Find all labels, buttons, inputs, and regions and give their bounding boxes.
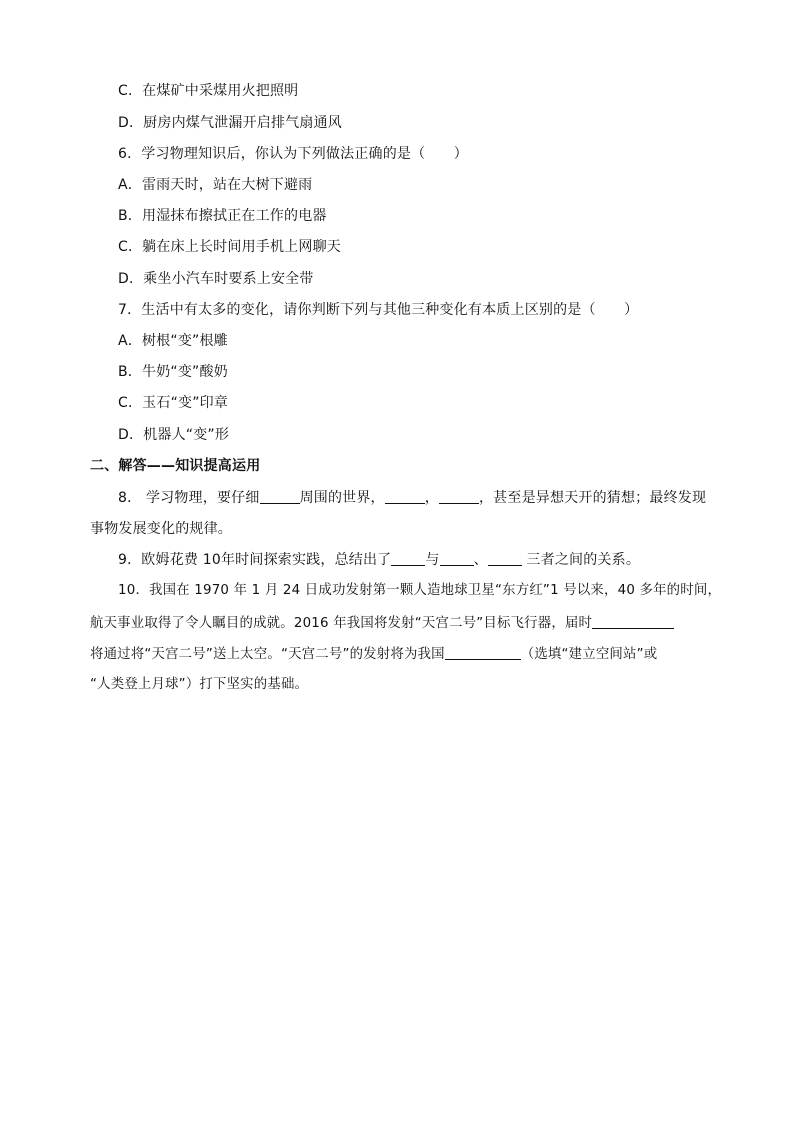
q10-blank-2[interactable] <box>445 645 521 660</box>
q6-stem: 6．学习物理知识后，你认为下列做法正确的是（ ） <box>118 146 468 162</box>
q9-blank-3[interactable] <box>488 551 522 566</box>
q7-option-a: A．树根“变”根雕 <box>118 333 228 349</box>
section-2-title: 二、解答——知识提高运用 <box>90 458 261 474</box>
q7-option-d: D．机器人“变”形 <box>118 427 230 443</box>
q8-text-2: 周围的世界， <box>299 490 385 506</box>
q10-line-2 <box>90 614 674 633</box>
q10-text-3a: 将通过将“天宫二号”送上太空。“天宫二号”的发射将为我国 <box>90 647 445 662</box>
q8-blank-1[interactable] <box>260 489 300 504</box>
q10-text-3b: （选填“建立空间站”或 <box>520 647 658 662</box>
q6-option-a: A．雷雨天时，站在大树下避雨 <box>118 177 313 193</box>
q6-option-c: C．躺在床上长时间用手机上网聊天 <box>118 239 341 255</box>
q8-text-1: 8． 学习物理，要仔细 <box>118 490 260 506</box>
q8-text-4: ，甚至是异想天开的猜想；最终发现 <box>478 490 707 506</box>
q10-blank-1[interactable] <box>592 614 674 629</box>
q10-line-1: 10．我国在 1970 年 1 月 24 日成功发射第一颗人造地球卫星“东方红”1 号以来，40 多年的时间， <box>118 583 722 598</box>
q8-text-3: ， <box>424 490 439 506</box>
q10-text-2a: 航天事业取得了令人瞩目的成就。2016 年我国将发射“天宫二号”目标飞行器，届时 <box>90 616 593 631</box>
q5-option-d: D．厨房内煤气泄漏开启排气扇通风 <box>118 115 342 131</box>
q8-blank-2[interactable] <box>385 489 425 504</box>
q10-line-3 <box>90 645 657 664</box>
q9-text-1: 9．欧姆花费 10年时间探索实践，总结出了 <box>118 552 392 568</box>
q9-blank-2[interactable] <box>440 551 474 566</box>
q8-blank-3[interactable] <box>439 489 479 504</box>
q7-stem: 7．生活中有太多的变化，请你判断下列与其他三种变化有本质上区别的是（ ） <box>118 302 639 318</box>
q10-line-4: “人类登上月球”）打下坚实的基础。 <box>90 677 309 692</box>
q7-option-c: C．玉石“变”印章 <box>118 395 229 411</box>
q9-line <box>118 551 640 569</box>
q8-line-2: 事物发展变化的规律。 <box>90 521 232 537</box>
q7-option-b: B．牛奶“变”酸奶 <box>118 364 228 380</box>
q9-text-3: 、 <box>473 552 488 568</box>
q9-blank-1[interactable] <box>391 551 425 566</box>
q6-option-b: B．用湿抹布擦拭正在工作的电器 <box>118 208 327 224</box>
q5-option-c: C．在煤矿中采煤用火把照明 <box>118 83 299 99</box>
q9-text-4: 三者之间的关系。 <box>521 552 641 568</box>
q9-text-2: 与 <box>425 552 440 568</box>
q8-line-1 <box>118 489 706 507</box>
q6-option-d: D．乘坐小汽车时要系上安全带 <box>118 271 314 287</box>
